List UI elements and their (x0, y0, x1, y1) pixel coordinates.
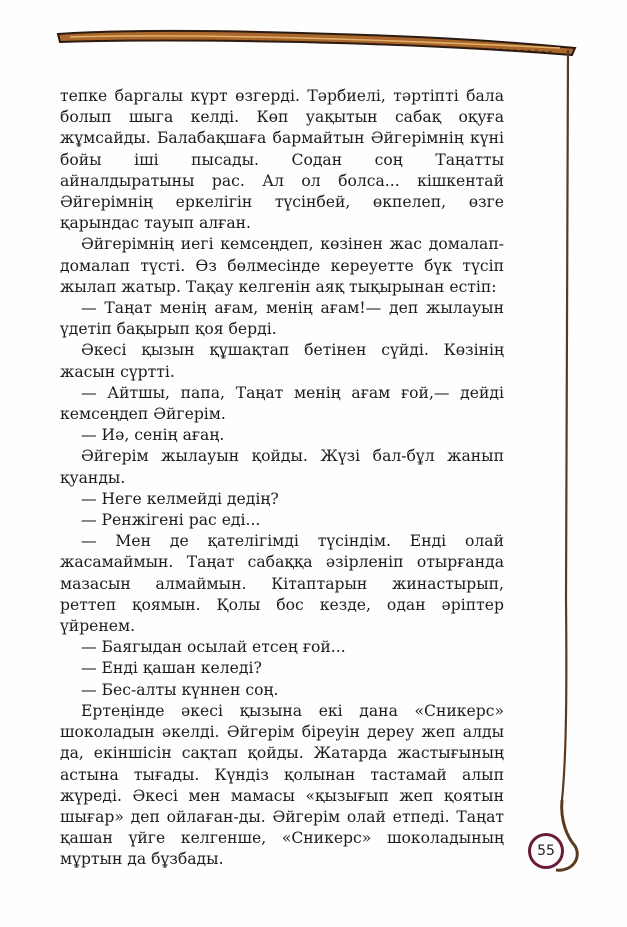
main-text (60, 86, 504, 871)
paragraph: Әйгерім жылауын қойды. Жүзі бал-бұл жанып қуанды. (60, 447, 504, 487)
paragraph: — Мен де қателігімді түсіндім. Енді олай жасамаймын. Таңат сабаққа әзірленіп отырғанда мазасын алмаймын. Кітаптарын жинастырып, реттеп қоямын. Қолы бос кезде, одан әріптер үйренем. (60, 532, 504, 636)
right-border-line (562, 50, 568, 800)
paragraph: — Иә, сенің ағаң. (81, 426, 225, 445)
paragraph: — Енді қашан келеді? (81, 659, 262, 678)
paragraph: тепке баргалы күрт өзгерді. Тәрбиелі, тәртіпті бала болып шыга келді. Көп уақытын сабақ оқуға жұмсайды. Балабақшаға бармайтын Әйгерімнің күні бойы іші пысады. Содан соң Таңатты айналдыратыны рас. Ал ол болса... кішкентай Әйгерімнің еркелігін түсінбей, өкпелеп, өзге қарындас тауып алған. (60, 87, 504, 233)
paragraph: — Ренжігені рас еді... (81, 511, 261, 530)
paragraph: — Айтшы, папа, Таңат менің ағам ғой,— дейді кемсеңдеп Әйгерім. (60, 383, 504, 424)
top-border-rope (58, 31, 575, 55)
paragraph: — Баягыдан осылай етсең ғой... (81, 638, 346, 657)
paragraph: — Неге келмейді дедің? (81, 489, 279, 508)
paragraph: — Бес-алты күннен соң. (81, 680, 279, 699)
page-number: 55 (528, 833, 564, 869)
paragraph: — Таңат менің ағам, менің ағам!— деп жылауын үдетіп бақырып қоя берді. (60, 299, 504, 339)
paragraph: Ертеңінде әкесі қызына екі дана «Сникерс» шоколадын әкелді. Әйгерім біреуін дереу жеп алды да, екіншісін сақтап қойды. Жатарда жастығының астына тығады. Күндіз қолынан тастамай алып жүреді. Әкесі мен мамасы «қызығып жеп қоятын шығар» деп ойлаған-ды. Әйгерім олай етпеді. Таңат қашан үйге келгенше, «Сникерс» шоколадының мұртын да бұзбады. (60, 701, 504, 869)
paragraph: Әйгерімнің иегі кемсеңдеп, көзінен жас домалап-домалап түсті. Өз бөлмесінде кереуетте бүк түсіп жылап жатыр. Тақау келгенін аяқ тықырынан естіп: (60, 235, 504, 296)
paragraph: Әкесі қызын құшақтап бетінен сүйді. Көзінің жасын сүртті. (60, 341, 504, 381)
